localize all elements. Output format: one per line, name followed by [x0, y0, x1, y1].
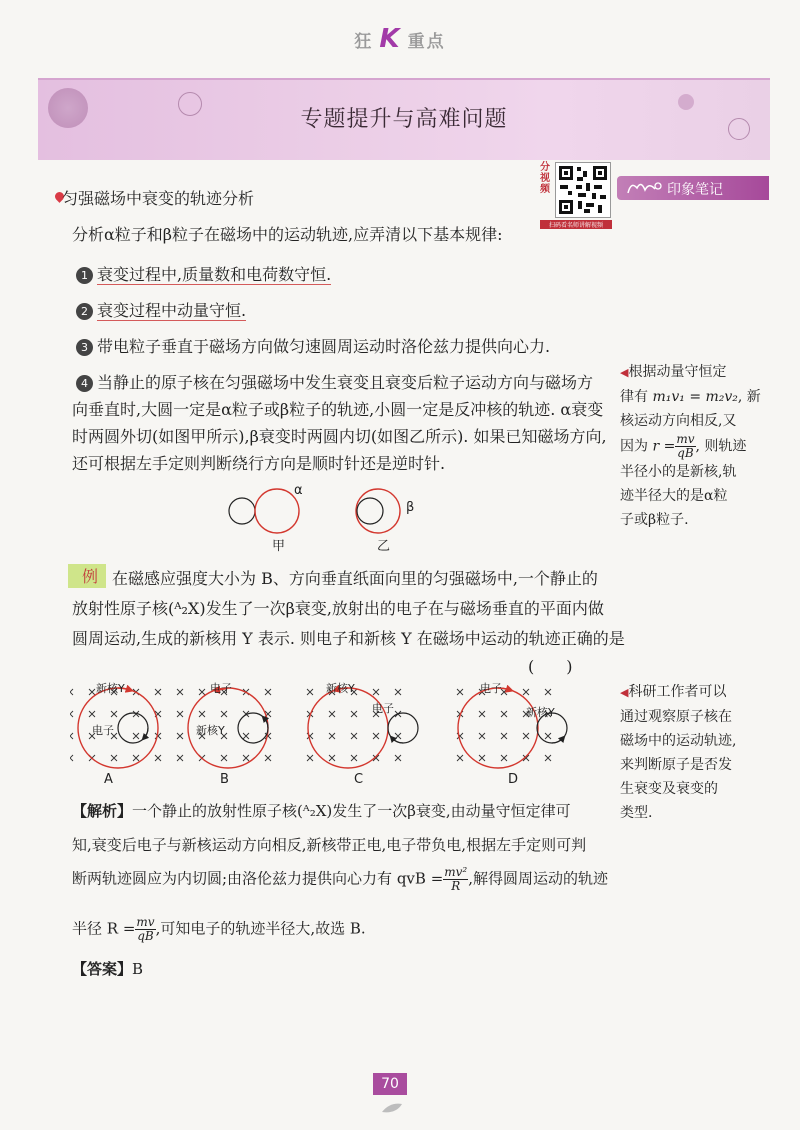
side-note-line: 磁场中的运动轨迹,	[620, 733, 737, 749]
option-d-top-label: 电子	[480, 682, 502, 695]
fraction: $\frac{mv}{qB}$	[676, 432, 695, 460]
rule-2	[76, 298, 246, 321]
field-cross-mark	[395, 755, 401, 761]
side-note-line: 因为 r = $\frac{mv}{qB}$ , 则轨迹	[620, 432, 747, 460]
banner-title: 专题提升与高难问题	[300, 107, 508, 132]
option-d-letter[interactable]: D	[508, 772, 519, 787]
rule-4-line-2: 向垂直时,大圆一定是α粒子或β粒子的轨迹,小圆一定是反冲核的轨迹. α衰变	[72, 400, 604, 419]
rule-number: 1	[76, 267, 93, 284]
field-cross-mark	[155, 689, 161, 695]
analysis-line-2: 知,衰变后电子与新核运动方向相反,新核带正电,电子带负电,根据左手定则可判	[72, 836, 587, 854]
qr-label: 分视频	[540, 162, 550, 195]
notes-doodle-icon	[625, 178, 663, 198]
rule-text: 带电粒子垂直于磁场方向做匀速圆周运动时洛伦兹力提供向心力.	[97, 337, 551, 356]
field-cross-mark	[395, 689, 401, 695]
page-number: 70	[373, 1073, 407, 1095]
alpha-large-circle	[255, 489, 299, 533]
option-d-inner-label: 新核Y	[526, 706, 555, 719]
option-d-diagram	[458, 688, 567, 768]
field-cross-mark	[70, 733, 73, 739]
field-cross-mark	[111, 755, 117, 761]
analysis-label: 【解析】	[72, 802, 133, 820]
qr-code-icon[interactable]	[555, 162, 611, 218]
field-cross-mark	[155, 755, 161, 761]
brand-k-logo: K	[379, 24, 402, 54]
field-cross-mark	[329, 733, 335, 739]
field-cross-mark	[221, 755, 227, 761]
header-brand	[0, 24, 800, 54]
analysis-line-4: 半径 R = $\frac{mv}{qB}$ ,可知电子的轨迹半径大,故选 B.	[72, 915, 366, 943]
field-cross-mark	[351, 755, 357, 761]
option-a-letter[interactable]: A	[104, 772, 113, 787]
field-cross-mark	[221, 711, 227, 717]
fraction: $\frac{mv}{qB}$	[136, 915, 155, 943]
side-note-line: 迹半径大的是α粒	[620, 488, 728, 504]
side-note-line: 核运动方向相反,又	[620, 413, 737, 429]
analysis-line-3: 断两轨迹圆应为内切圆;由洛伦兹力提供向心力有 qvB = $\frac{\text{mv²}}{R}$ ,解得圆周运动的轨迹	[72, 865, 609, 893]
brand-right: 重点	[407, 32, 446, 52]
brand-left: 狂	[354, 32, 374, 52]
field-cross-mark	[199, 711, 205, 717]
caption-jia: 甲	[272, 539, 286, 554]
field-cross-mark	[351, 711, 357, 717]
field-cross-mark	[89, 711, 95, 717]
option-a-top-label: 新核Y	[96, 682, 125, 695]
section-heading: 匀强磁场中衰变的轨迹分析	[62, 189, 255, 208]
field-cross-mark	[351, 733, 357, 739]
option-c-letter[interactable]: C	[354, 772, 364, 787]
option-c-top-label: 新核Y	[326, 682, 355, 695]
field-cross-mark	[545, 733, 551, 739]
rule-4-line-1	[76, 370, 593, 393]
side-note-line: 生衰变及衰变的	[620, 781, 718, 797]
field-cross-mark	[133, 733, 139, 739]
example-line-3: 圆周运动,生成的新核用 Y 表示. 则电子和新核 Y 在磁场中运动的轨迹正确的是	[72, 629, 625, 648]
rule-number: 2	[76, 303, 93, 320]
field-cross-mark	[243, 755, 249, 761]
field-cross-mark	[457, 689, 463, 695]
field-cross-mark	[329, 711, 335, 717]
field-cross-mark	[177, 733, 183, 739]
triangle-marker-icon: ◀	[620, 366, 629, 379]
beta-large-circle	[356, 489, 400, 533]
field-cross-mark	[395, 733, 401, 739]
option-c-inner-label: 电子	[372, 702, 394, 715]
rule-4-line-3: 时两圆外切(如图甲所示),β衰变时两圆内切(如图乙所示). 如果已知磁场方向,	[72, 427, 607, 446]
leaf-decoration-icon	[380, 1100, 404, 1116]
option-b-letter[interactable]: B	[220, 772, 229, 787]
answer-blank: ( )	[528, 657, 573, 676]
intro-text: 分析α粒子和β粒子在磁场中的运动轨迹,应弄清以下基本规律:	[72, 225, 503, 244]
field-cross-mark	[457, 755, 463, 761]
answer-label: 【答案】	[72, 960, 133, 978]
rule-4-line-4: 还可根据左手定则判断绕行方向是顺时针还是逆时针.	[72, 454, 446, 473]
decay-trajectory-figure	[215, 476, 425, 556]
side-note-line: 律有 m₁v₁ = m₂v₂, 新	[620, 389, 761, 405]
field-cross-mark	[523, 733, 529, 739]
field-cross-mark	[133, 755, 139, 761]
field-cross-mark	[199, 689, 205, 695]
answer-value: B	[132, 960, 144, 978]
field-cross-mark	[177, 711, 183, 717]
field-cross-mark	[479, 733, 485, 739]
fraction: $\frac{\text{mv²}}{R}$	[444, 865, 468, 893]
example-line-2: 放射性原子核(ᴬ₂X)发生了一次β衰变,放射出的电子在与磁场垂直的平面内做	[72, 599, 604, 618]
beta-small-circle	[357, 498, 383, 524]
field-cross-mark	[479, 755, 485, 761]
side-note-line: 子或β粒子.	[620, 512, 689, 528]
field-cross-mark	[329, 755, 335, 761]
rule-number: 3	[76, 339, 93, 356]
field-cross-mark	[70, 755, 73, 761]
field-cross-mark	[265, 755, 271, 761]
example-line-1: 在磁感应强度大小为 B、方向垂直纸面向里的匀强磁场中,一个静止的	[112, 569, 598, 588]
field-cross-mark	[501, 733, 507, 739]
field-cross-mark	[177, 689, 183, 695]
field-cross-mark	[177, 755, 183, 761]
option-b-top-label: 电子	[210, 682, 232, 695]
field-cross-mark	[501, 711, 507, 717]
side-note-1	[620, 360, 772, 532]
field-cross-mark	[545, 755, 551, 761]
field-cross-mark	[479, 711, 485, 717]
rule-number: 4	[76, 375, 93, 392]
notes-tab	[617, 176, 769, 200]
option-b-inner-label: 新核Y	[196, 724, 225, 737]
field-cross-mark	[307, 755, 313, 761]
triangle-marker-icon: ◀	[620, 686, 629, 699]
rule-text: 衰变过程中动量守恒.	[97, 301, 247, 320]
field-cross-mark	[523, 689, 529, 695]
rule-1	[76, 262, 331, 285]
alpha-small-circle	[229, 498, 255, 524]
qr-note: 扫码看名师讲解视频	[540, 220, 612, 229]
title-banner	[38, 78, 770, 160]
field-cross-mark	[545, 689, 551, 695]
option-a-inner-label: 电子	[92, 724, 114, 737]
field-cross-mark	[111, 711, 117, 717]
field-cross-mark	[373, 689, 379, 695]
rule-text: 衰变过程中,质量数和电荷数守恒.	[97, 265, 332, 284]
side-note-2	[620, 680, 772, 825]
answer-line	[72, 958, 143, 979]
field-cross-mark	[70, 689, 73, 695]
option-a-diagram	[78, 688, 158, 768]
field-cross-mark	[373, 733, 379, 739]
field-cross-mark	[501, 755, 507, 761]
field-cross-mark	[307, 689, 313, 695]
side-note-line: 半径小的是新核,轨	[620, 464, 737, 480]
label-alpha: α	[294, 483, 303, 498]
rule-3	[76, 334, 550, 357]
side-note-line: 通过观察原子核在	[620, 709, 732, 725]
side-note-line: ◀根据动量守恒定	[620, 364, 727, 380]
notes-tab-label: 印象笔记	[667, 182, 723, 198]
field-cross-mark	[265, 689, 271, 695]
example-label: 例	[82, 567, 99, 586]
qr-block[interactable]	[540, 162, 612, 232]
side-note-line: ◀科研工作者可以	[620, 684, 727, 700]
label-beta: β	[406, 500, 415, 515]
field-cross-mark	[89, 689, 95, 695]
caption-yi: 乙	[377, 539, 391, 554]
field-cross-mark	[243, 733, 249, 739]
rule-text: 当静止的原子核在匀强磁场中发生衰变且衰变后粒子运动方向与磁场方	[97, 373, 594, 392]
side-note-line: 类型.	[620, 805, 653, 821]
side-note-line: 来判断原子是否发	[620, 757, 732, 773]
option-c-diagram	[308, 688, 418, 768]
analysis-line-1: 【解析】一个静止的放射性原子核(ᴬ₂X)发生了一次β衰变,由动量守恒定律可	[72, 802, 571, 820]
field-cross-mark	[70, 711, 73, 717]
